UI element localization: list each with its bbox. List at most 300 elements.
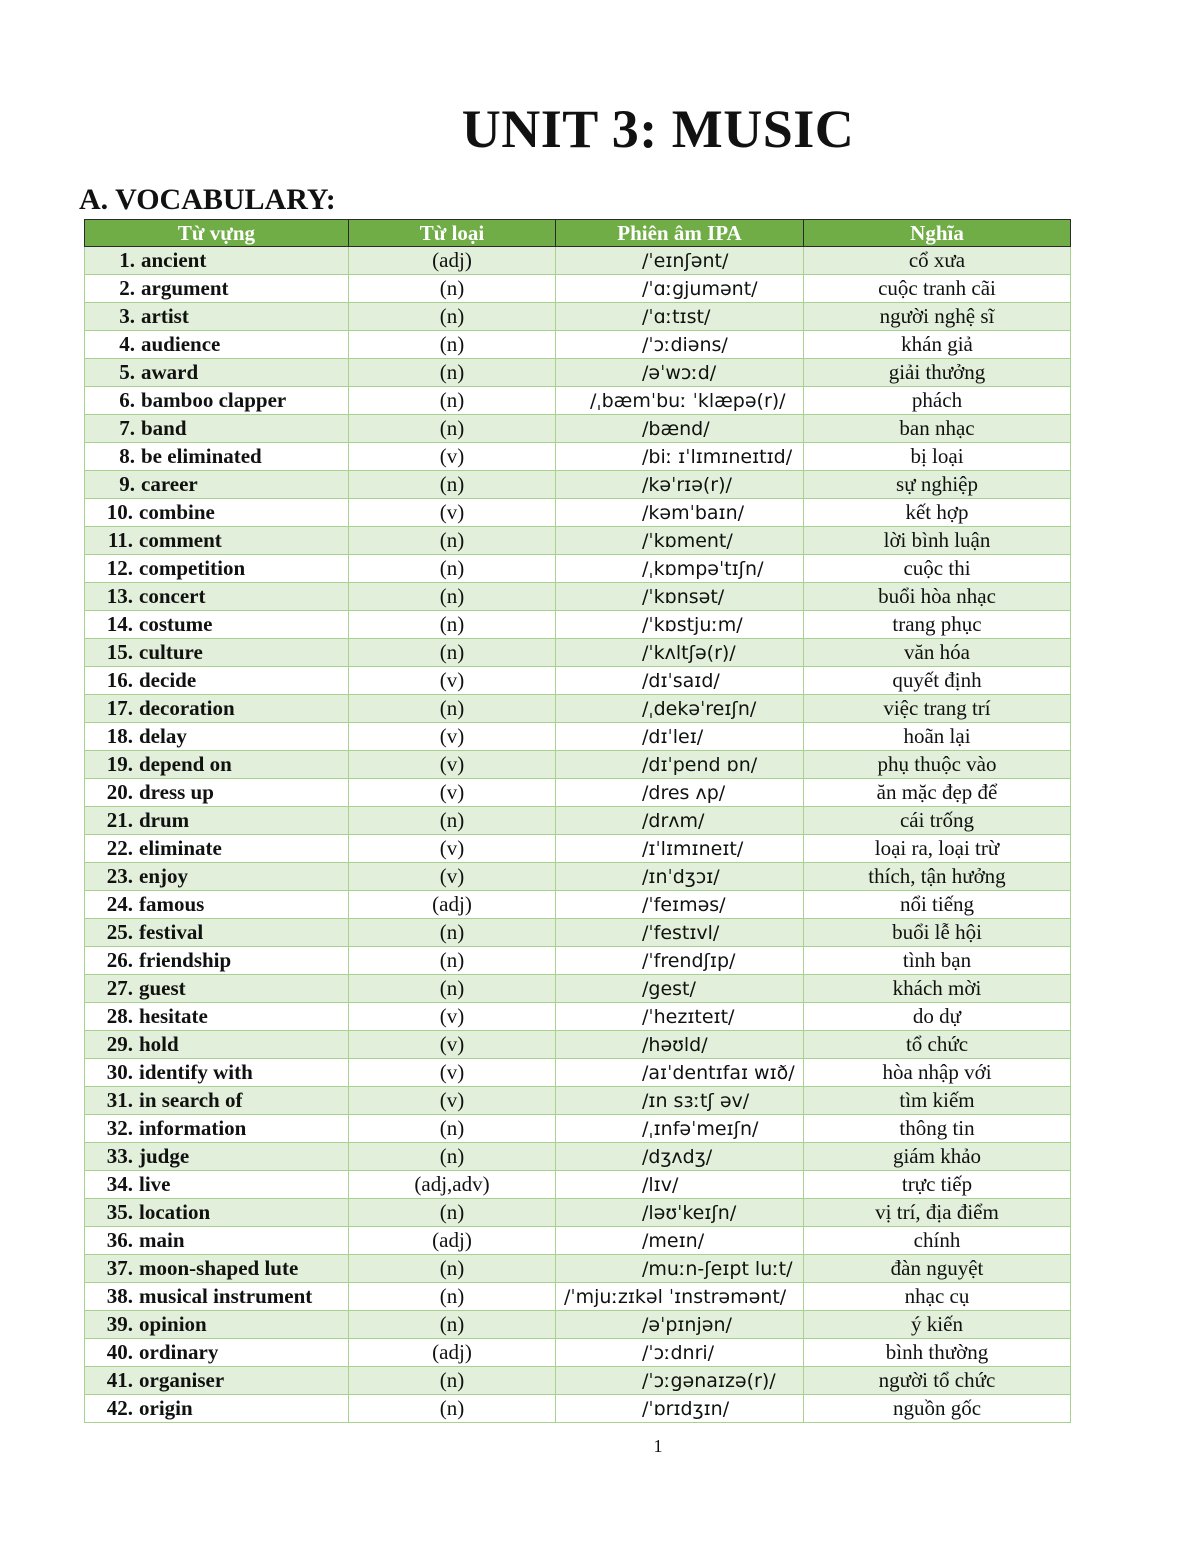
cell-meaning: chính [804,1227,1071,1255]
cell-ipa: /ləʊˈkeɪʃn/ [556,1199,804,1227]
cell-word [85,471,349,499]
cell-ipa: /ˈkɒnsət/ [556,583,804,611]
cell-meaning: nguồn gốc [804,1395,1071,1423]
cell-meaning: trực tiếp [804,1171,1071,1199]
word-text: opinion [139,1312,207,1336]
cell-word [85,1143,349,1171]
cell-part-of-speech: (v) [349,443,556,471]
word-text: musical instrument [139,1284,313,1308]
word-text: organiser [139,1368,225,1392]
cell-ipa: /ɪnˈdʒɔɪ/ [556,863,804,891]
row-number: 20. [106,780,133,804]
cell-word [85,751,349,779]
cell-ipa: /ˈɑːtɪst/ [556,303,804,331]
cell-ipa: /ˌkɒmpəˈtɪʃn/ [556,555,804,583]
cell-ipa: /ˈɔːgənaɪzə(r)/ [556,1367,804,1395]
page-number: 1 [653,1436,663,1456]
header-ipa: Phiên âm IPA [556,220,804,247]
cell-part-of-speech: (v) [349,1003,556,1031]
row-number: 2. [119,276,135,300]
cell-word [85,891,349,919]
row-number: 29. [106,1032,133,1056]
cell-part-of-speech: (n) [349,1115,556,1143]
table-row [85,443,1071,471]
table-row [85,947,1071,975]
cell-meaning: quyết định [804,667,1071,695]
cell-part-of-speech: (adj) [349,1339,556,1367]
row-number: 30. [106,1060,133,1084]
word-text: origin [139,1396,193,1420]
cell-meaning: do dự [804,1003,1071,1031]
cell-ipa: /gest/ [556,975,804,1003]
row-number: 15. [106,640,133,664]
row-number: 40. [106,1340,133,1364]
cell-word [85,1255,349,1283]
cell-word [85,723,349,751]
table-row [85,1367,1071,1395]
cell-meaning: người nghệ sĩ [804,303,1071,331]
word-text: combine [139,500,215,524]
cell-ipa: /meɪn/ [556,1227,804,1255]
header-part-of-speech: Từ loại [349,220,556,247]
row-number: 18. [106,724,133,748]
row-number: 11. [107,528,133,552]
cell-part-of-speech: (n) [349,415,556,443]
cell-meaning: trang phục [804,611,1071,639]
cell-ipa: /muːn-ʃeɪpt luːt/ [556,1255,804,1283]
row-number: 12. [106,556,133,580]
row-number: 10. [106,500,133,524]
cell-part-of-speech: (v) [349,863,556,891]
row-number: 28. [106,1004,133,1028]
cell-word [85,779,349,807]
cell-word [85,1059,349,1087]
row-number: 1. [119,248,135,272]
table-row [85,1087,1071,1115]
cell-part-of-speech: (n) [349,639,556,667]
cell-meaning: vị trí, địa điểm [804,1199,1071,1227]
cell-word [85,1283,349,1311]
table-row [85,1199,1071,1227]
cell-meaning: ban nhạc [804,415,1071,443]
cell-word [85,443,349,471]
cell-ipa: /dres ʌp/ [556,779,804,807]
table-row [85,1255,1071,1283]
table-row [85,611,1071,639]
table-row [85,751,1071,779]
cell-ipa: /ˈkɒstjuːm/ [556,611,804,639]
word-text: dress up [139,780,214,804]
cell-ipa: /ˈfeɪməs/ [556,891,804,919]
cell-ipa: /lɪv/ [556,1171,804,1199]
word-text: location [139,1200,211,1224]
cell-word [85,1311,349,1339]
row-number: 31. [106,1088,133,1112]
word-text: festival [139,920,204,944]
table-row [85,779,1071,807]
cell-part-of-speech: (adj) [349,1227,556,1255]
cell-meaning: tìm kiếm [804,1087,1071,1115]
cell-meaning: cái trống [804,807,1071,835]
cell-meaning: bình thường [804,1339,1071,1367]
cell-word [85,415,349,443]
table-row [85,667,1071,695]
cell-part-of-speech: (n) [349,695,556,723]
word-text: argument [141,276,229,300]
row-number: 22. [106,836,133,860]
cell-word [85,1395,349,1423]
cell-meaning: việc trang trí [804,695,1071,723]
table-row [85,415,1071,443]
cell-word [85,303,349,331]
cell-ipa: /dɪˈsaɪd/ [556,667,804,695]
cell-ipa: /əˈwɔːd/ [556,359,804,387]
cell-meaning: khán giả [804,331,1071,359]
row-number: 37. [106,1256,133,1280]
table-row [85,555,1071,583]
cell-part-of-speech: (n) [349,611,556,639]
cell-meaning: giám khảo [804,1143,1071,1171]
row-number: 23. [106,864,133,888]
word-text: career [141,472,198,496]
row-number: 32. [106,1116,133,1140]
cell-word [85,527,349,555]
cell-part-of-speech: (n) [349,387,556,415]
cell-ipa: /ˈɔːdnri/ [556,1339,804,1367]
cell-meaning: phụ thuộc vào [804,751,1071,779]
word-text: band [141,416,187,440]
row-number: 7. [119,416,135,440]
word-text: famous [139,892,205,916]
cell-word [85,1227,349,1255]
cell-part-of-speech: (n) [349,331,556,359]
cell-meaning: cuộc tranh cãi [804,275,1071,303]
header-word: Từ vựng [85,220,349,247]
row-number: 38. [106,1284,133,1308]
cell-word [85,275,349,303]
table-row [85,1283,1071,1311]
cell-ipa: /aɪˈdentɪfaɪ wɪð/ [556,1059,804,1087]
cell-ipa: /kəˈrɪə(r)/ [556,471,804,499]
cell-part-of-speech: (v) [349,751,556,779]
cell-part-of-speech: (n) [349,919,556,947]
table-row [85,1395,1071,1423]
table-row [85,247,1071,275]
cell-ipa: /ˈkɒment/ [556,527,804,555]
row-number: 42. [106,1396,133,1420]
word-text: ordinary [139,1340,219,1364]
word-text: decide [139,668,197,692]
cell-word [85,863,349,891]
cell-meaning: đàn nguyệt [804,1255,1071,1283]
cell-ipa: /ˈkʌltʃə(r)/ [556,639,804,667]
word-text: costume [139,612,213,636]
row-number: 16. [106,668,133,692]
row-number: 25. [106,920,133,944]
cell-word [85,667,349,695]
cell-part-of-speech: (v) [349,1059,556,1087]
table-row [85,835,1071,863]
cell-meaning: tình bạn [804,947,1071,975]
table-header-row [85,220,1071,247]
cell-part-of-speech: (n) [349,555,556,583]
word-text: award [141,360,199,384]
word-text: judge [139,1144,190,1168]
cell-meaning: loại ra, loại trừ [804,835,1071,863]
cell-part-of-speech: (n) [349,583,556,611]
cell-part-of-speech: (adj,adv) [349,1171,556,1199]
row-number: 34. [106,1172,133,1196]
word-text: depend on [139,752,232,776]
cell-ipa: /ɪˈlɪmɪneɪt/ [556,835,804,863]
row-number: 21. [106,808,133,832]
cell-word [85,807,349,835]
table-row [85,1227,1071,1255]
cell-part-of-speech: (n) [349,1395,556,1423]
cell-part-of-speech: (n) [349,1311,556,1339]
word-text: drum [139,808,190,832]
vocabulary-table [84,219,1071,1423]
cell-meaning: bị loại [804,443,1071,471]
table-row [85,807,1071,835]
row-number: 9. [119,472,135,496]
word-text: competition [139,556,246,580]
cell-word [85,1003,349,1031]
row-number: 26. [106,948,133,972]
table-row [85,359,1071,387]
row-number: 8. [119,444,135,468]
cell-word [85,919,349,947]
cell-word [85,331,349,359]
cell-meaning: cổ xưa [804,247,1071,275]
cell-ipa: /ɪn sɜːtʃ əv/ [556,1087,804,1115]
word-text: guest [139,976,186,1000]
cell-part-of-speech: (n) [349,527,556,555]
table-row [85,275,1071,303]
cell-word [85,1367,349,1395]
row-number: 36. [106,1228,133,1252]
cell-ipa: /ˈhezɪteɪt/ [556,1003,804,1031]
cell-ipa: /ˈɔːdiəns/ [556,331,804,359]
row-number: 27. [106,976,133,1000]
cell-word [85,359,349,387]
word-text: audience [141,332,221,356]
cell-word [85,583,349,611]
table-row [85,387,1071,415]
table-row [85,499,1071,527]
cell-part-of-speech: (n) [349,1367,556,1395]
cell-meaning: kết hợp [804,499,1071,527]
table-row [85,471,1071,499]
row-number: 24. [106,892,133,916]
word-text: in search of [139,1088,243,1112]
word-text: live [139,1172,171,1196]
cell-word [85,387,349,415]
cell-word [85,1031,349,1059]
cell-ipa: /ˈfestɪvl/ [556,919,804,947]
cell-ipa: /ˈfrendʃɪp/ [556,947,804,975]
cell-meaning: thông tin [804,1115,1071,1143]
table-row [85,1311,1071,1339]
table-row [85,1115,1071,1143]
cell-ipa: /dɪˈpend ɒn/ [556,751,804,779]
cell-part-of-speech: (adj) [349,891,556,919]
cell-meaning: giải thưởng [804,359,1071,387]
cell-part-of-speech: (n) [349,1199,556,1227]
cell-ipa: /ˌdekəˈreɪʃn/ [556,695,804,723]
row-number: 41. [106,1368,133,1392]
cell-part-of-speech: (n) [349,975,556,1003]
cell-word [85,555,349,583]
table-row [85,1143,1071,1171]
cell-meaning: ý kiến [804,1311,1071,1339]
word-text: information [139,1116,247,1140]
cell-part-of-speech: (v) [349,1031,556,1059]
cell-word [85,611,349,639]
row-number: 3. [119,304,135,328]
table-row [85,975,1071,1003]
cell-part-of-speech: (n) [349,303,556,331]
cell-meaning: ăn mặc đẹp để [804,779,1071,807]
word-text: concert [139,584,206,608]
cell-ipa: /ˈɒrɪdʒɪn/ [556,1395,804,1423]
cell-meaning: cuộc thi [804,555,1071,583]
cell-meaning: khách mời [804,975,1071,1003]
row-number: 35. [106,1200,133,1224]
table-row [85,863,1071,891]
cell-word [85,499,349,527]
table-row [85,1003,1071,1031]
cell-word [85,1115,349,1143]
cell-word [85,1171,349,1199]
table-row [85,639,1071,667]
row-number: 17. [106,696,133,720]
row-number: 33. [106,1144,133,1168]
cell-ipa: /biː ɪˈlɪmɪneɪtɪd/ [556,443,804,471]
word-text: moon-shaped lute [139,1256,299,1280]
cell-word [85,1087,349,1115]
row-number: 14. [106,612,133,636]
word-text: ancient [141,248,207,272]
word-text: be eliminated [141,444,262,468]
cell-word [85,639,349,667]
cell-meaning: phách [804,387,1071,415]
word-text: eliminate [139,836,222,860]
cell-ipa: /ˌɪnfəˈmeɪʃn/ [556,1115,804,1143]
table-row [85,1339,1071,1367]
cell-word [85,695,349,723]
cell-meaning: nhạc cụ [804,1283,1071,1311]
table-row [85,1031,1071,1059]
cell-part-of-speech: (v) [349,499,556,527]
table-row [85,1059,1071,1087]
cell-part-of-speech: (n) [349,359,556,387]
cell-part-of-speech: (adj) [349,247,556,275]
cell-meaning: người tổ chức [804,1367,1071,1395]
row-number: 39. [106,1312,133,1336]
table-row [85,583,1071,611]
cell-part-of-speech: (n) [349,947,556,975]
table-body [85,247,1071,1423]
table-row [85,527,1071,555]
table-row [85,331,1071,359]
table-row [85,695,1071,723]
cell-part-of-speech: (n) [349,807,556,835]
table-row [85,891,1071,919]
cell-meaning: buổi hòa nhạc [804,583,1071,611]
cell-meaning: hòa nhập với [804,1059,1071,1087]
cell-word [85,1199,349,1227]
cell-ipa: /kəmˈbaɪn/ [556,499,804,527]
word-text: identify with [139,1060,253,1084]
cell-part-of-speech: (n) [349,275,556,303]
cell-ipa: /dʒʌdʒ/ [556,1143,804,1171]
word-text: artist [141,304,189,328]
cell-ipa: /drʌm/ [556,807,804,835]
word-text: friendship [139,948,232,972]
cell-ipa: /əˈpɪnjən/ [556,1311,804,1339]
word-text: enjoy [139,864,188,888]
table-row [85,1171,1071,1199]
row-number: 19. [106,752,133,776]
cell-part-of-speech: (v) [349,723,556,751]
row-number: 4. [119,332,135,356]
word-text: hold [139,1032,179,1056]
cell-ipa: /ˈmjuːzɪkəl ˈɪnstrəmənt/ [556,1283,804,1311]
cell-word [85,835,349,863]
cell-meaning: văn hóa [804,639,1071,667]
cell-ipa: /ˈeɪnʃənt/ [556,247,804,275]
table-row [85,723,1071,751]
cell-meaning: tổ chức [804,1031,1071,1059]
cell-part-of-speech: (v) [349,1087,556,1115]
word-text: bamboo clapper [141,388,287,412]
word-text: decoration [139,696,235,720]
cell-word [85,947,349,975]
cell-meaning: thích, tận hưởng [804,863,1071,891]
cell-meaning: sự nghiệp [804,471,1071,499]
cell-part-of-speech: (n) [349,1143,556,1171]
page-title: UNIT 3: MUSIC [461,99,855,159]
cell-ipa: /həʊld/ [556,1031,804,1059]
cell-part-of-speech: (v) [349,779,556,807]
cell-ipa: /bænd/ [556,415,804,443]
table-row [85,303,1071,331]
cell-part-of-speech: (n) [349,1283,556,1311]
cell-meaning: nổi tiếng [804,891,1071,919]
header-meaning: Nghĩa [804,220,1071,247]
row-number: 6. [119,388,135,412]
cell-part-of-speech: (v) [349,835,556,863]
cell-ipa: /ˌbæmˈbuː ˈklæpə(r)/ [556,387,804,415]
cell-word [85,975,349,1003]
word-text: culture [139,640,203,664]
table-row [85,919,1071,947]
cell-meaning: lời bình luận [804,527,1071,555]
cell-word [85,1339,349,1367]
word-text: comment [139,528,222,552]
cell-part-of-speech: (n) [349,1255,556,1283]
cell-ipa: /ˈɑːgjumənt/ [556,275,804,303]
word-text: main [139,1228,185,1252]
cell-meaning: buổi lễ hội [804,919,1071,947]
cell-ipa: /dɪˈleɪ/ [556,723,804,751]
cell-part-of-speech: (n) [349,471,556,499]
row-number: 5. [119,360,135,384]
cell-part-of-speech: (v) [349,667,556,695]
row-number: 13. [106,584,133,608]
word-text: delay [139,724,187,748]
